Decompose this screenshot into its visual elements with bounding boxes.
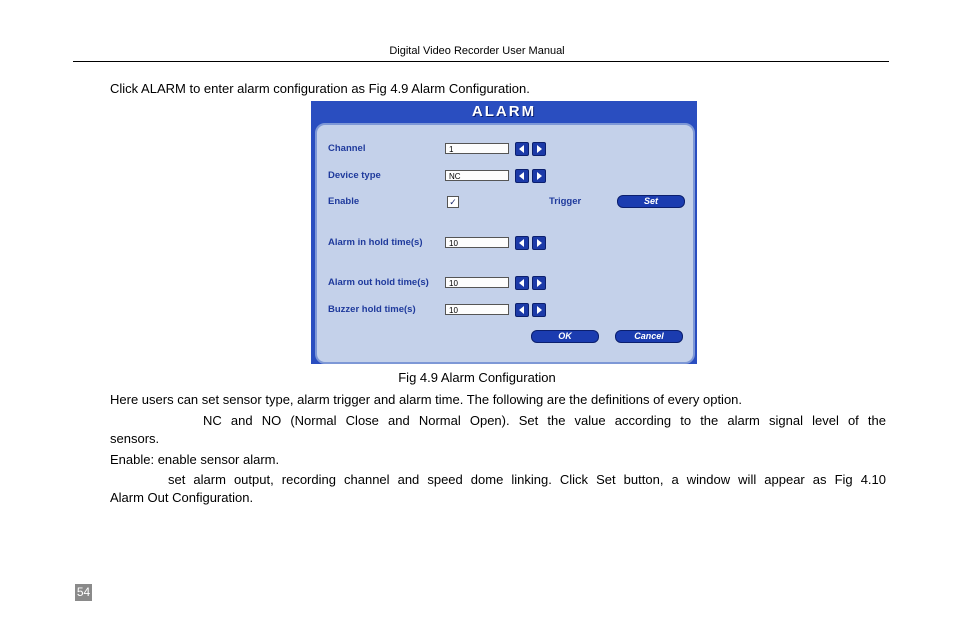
page-header: Digital Video Recorder User Manual — [389, 45, 565, 57]
page-number: 54 — [76, 585, 91, 599]
device-type-field[interactable]: NC — [445, 170, 509, 181]
cancel-button[interactable]: Cancel — [615, 330, 683, 343]
buzzer-hold-label: Buzzer hold time(s) — [328, 304, 416, 315]
alarm-in-hold-field[interactable]: 10 — [445, 237, 509, 248]
alarm-in-next-arrow-icon[interactable] — [532, 236, 546, 250]
intro-text: Click ALARM to enter alarm configuration as Fig 4.9 Alarm Configuration. — [110, 81, 530, 96]
header-rule — [73, 61, 889, 62]
body-paragraph-3: Enable: enable sensor alarm. — [110, 452, 280, 467]
dialog-title: ALARM — [471, 103, 537, 120]
channel-field[interactable]: 1 — [445, 143, 509, 154]
channel-prev-arrow-icon[interactable] — [515, 142, 529, 156]
alarm-out-hold-field[interactable]: 10 — [445, 277, 509, 288]
buzzer-next-arrow-icon[interactable] — [532, 303, 546, 317]
alarm-dialog — [311, 101, 697, 364]
body-paragraph-4-line-1: set alarm output, recording channel and speed dome linking. Click Set button, a window will appear as Fig 4.10 — [168, 472, 886, 487]
device-type-next-arrow-icon[interactable] — [532, 169, 546, 183]
channel-label: Channel — [328, 143, 366, 154]
dialog-panel — [315, 123, 695, 364]
device-type-prev-arrow-icon[interactable] — [515, 169, 529, 183]
enable-label: Enable — [328, 196, 360, 207]
alarm-out-hold-label: Alarm out hold time(s) — [328, 277, 429, 288]
body-paragraph-2-line-2: sensors. — [110, 431, 160, 446]
alarm-out-next-arrow-icon[interactable] — [532, 276, 546, 290]
body-paragraph-2-line-1: NC and NO (Normal Close and Normal Open). Set the value according to the alarm signal level of the — [203, 413, 886, 428]
body-paragraph-1: Here users can set sensor type, alarm trigger and alarm time. The following are the definitions of every option. — [110, 392, 743, 407]
device-type-label: Device type — [328, 170, 381, 181]
buzzer-hold-field[interactable]: 10 — [445, 304, 509, 315]
figure-caption: Fig 4.9 Alarm Configuration — [398, 370, 556, 385]
alarm-out-prev-arrow-icon[interactable] — [515, 276, 529, 290]
alarm-in-hold-label: Alarm in hold time(s) — [328, 237, 423, 248]
ok-button[interactable]: OK — [531, 330, 599, 343]
trigger-set-button[interactable]: Set — [617, 195, 685, 208]
buzzer-prev-arrow-icon[interactable] — [515, 303, 529, 317]
trigger-label: Trigger — [549, 196, 582, 207]
enable-checkbox[interactable]: ✓ — [447, 196, 459, 208]
alarm-in-prev-arrow-icon[interactable] — [515, 236, 529, 250]
body-paragraph-4-line-2: Alarm Out Configuration. — [110, 490, 254, 505]
channel-next-arrow-icon[interactable] — [532, 142, 546, 156]
